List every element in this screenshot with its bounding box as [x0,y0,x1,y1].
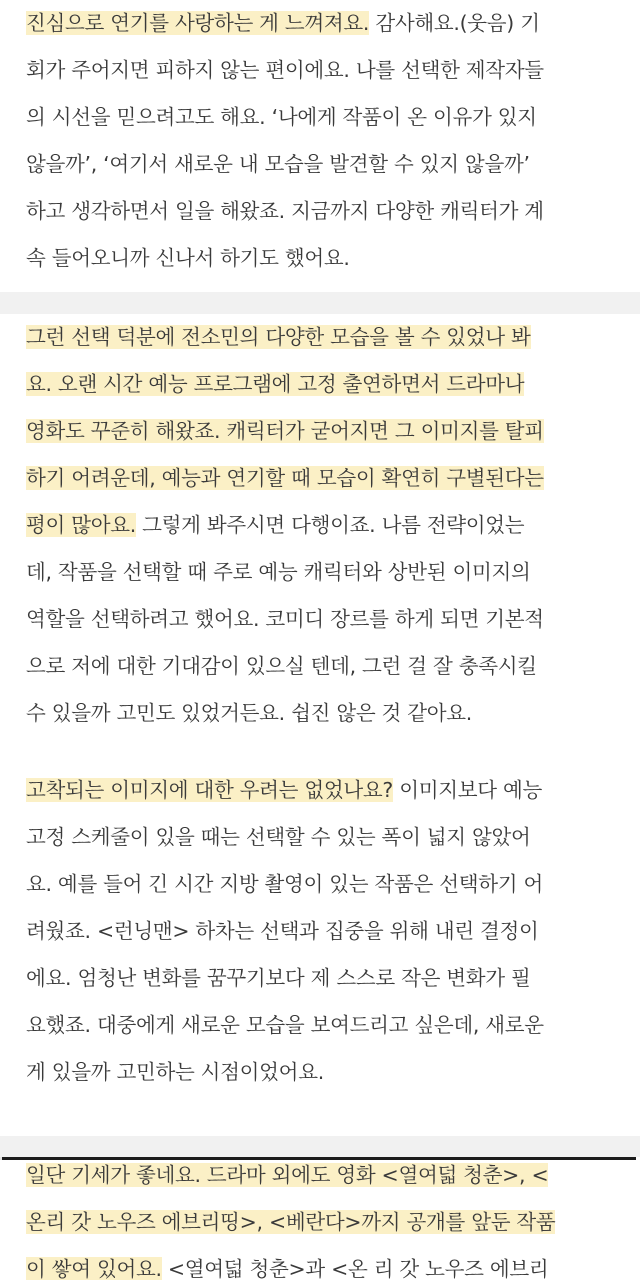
article-block-1 [0,0,640,292]
highlighted-text: 고착되는 이미지에 대한 우려는 없었나요? [26,778,393,802]
highlighted-text: 평이 많아요. [26,513,136,537]
body-text: 으로 저에 대한 기대감이 있으실 텐데, 그런 걸 잘 충족시킬 [26,654,537,678]
text-line [26,955,626,1002]
highlighted-text: 온리 갓 노우즈 에브리띵>, <베란다>까지 공개를 앞둔 작품 [26,1210,556,1234]
body-text: 요. 예를 들어 긴 시간 지방 촬영이 있는 작품은 선택하기 어 [26,872,543,896]
body-text: <열여덟 청춘>과 <온 리 갓 노우즈 에브리 [161,1257,549,1280]
paragraph [26,314,626,737]
text-line [26,47,626,94]
text-line [26,1049,626,1096]
text-line [26,1199,626,1246]
body-text: 회가 주어지면 피하지 않는 편이에요. 나를 선택한 제작자들 [26,58,544,82]
text-line [26,1002,626,1049]
text-line [26,0,626,47]
article-block-2 [0,314,640,1136]
text-line [26,908,626,955]
body-text: 고정 스케줄이 있을 때는 선택할 수 있는 폭이 넓지 않았어 [26,825,531,849]
body-text: 속 들어오니까 신나서 하기도 했어요. [26,246,350,270]
text-line [26,643,626,690]
body-text: 않을까’, ‘여기서 새로운 내 모습을 발견할 수 있지 않을까’ [26,152,530,176]
text-line [26,814,626,861]
text-line [26,502,626,549]
block-separator [0,292,640,314]
highlighted-text: 하기 어려운데, 예능과 연기할 때 모습이 확연히 구별된다는 [26,466,544,490]
body-text: 감사해요.(웃음) 기 [369,11,540,35]
text-line [26,861,626,908]
highlighted-text: 요. 오랜 시간 예능 프로그램에 고정 출연하면서 드라마나 [26,372,525,396]
paragraph [26,1152,626,1280]
text-line [26,1152,626,1199]
article-block-3 [0,1160,640,1280]
text-line [26,314,626,361]
body-text: 그렇게 봐주시면 다행이죠. 나름 전략이었는 [135,513,525,537]
text-line [26,188,626,235]
text-line [26,1246,626,1280]
body-text: 데, 작품을 선택할 때 주로 예능 캐릭터와 상반된 이미지의 [26,560,531,584]
body-text: 이미지보다 예능 [393,778,542,802]
highlighted-text: 일단 기세가 좋네요. 드라마 외에도 영화 <열여덟 청춘>, < [26,1163,549,1187]
text-line [26,361,626,408]
text-line [26,141,626,188]
body-text: 수 있을까 고민도 있었거든요. 쉽진 않은 것 같아요. [26,701,473,725]
text-line [26,767,626,814]
paragraph [26,0,626,282]
body-text: 역할을 선택하려고 했어요. 코미디 장르를 하게 되면 기본적 [26,607,544,631]
highlighted-text: 영화도 꾸준히 해왔죠. 캐릭터가 굳어지면 그 이미지를 탈피 [26,419,544,443]
text-line [26,94,626,141]
text-line [26,455,626,502]
highlighted-text: 진심으로 연기를 사랑하는 게 느껴져요. [26,11,370,35]
text-line [26,549,626,596]
highlighted-text: 이 쌓여 있어요. [26,1257,162,1280]
text-line [26,235,626,282]
body-text: 게 있을까 고민하는 시점이었어요. [26,1060,324,1084]
body-text: 에요. 엄청난 변화를 꿈꾸기보다 제 스스로 작은 변화가 필 [26,966,531,990]
body-text: 요했죠. 대중에게 새로운 모습을 보여드리고 싶은데, 새로운 [26,1013,544,1037]
body-text: 의 시선을 믿으려고도 해요. ‘나에게 작품이 온 이유가 있지 [26,105,537,129]
highlighted-text: 그런 선택 덕분에 전소민의 다양한 모습을 볼 수 있었나 봐 [26,325,531,349]
text-line [26,596,626,643]
text-line [26,408,626,455]
paragraph [26,767,626,1096]
body-text: 하고 생각하면서 일을 해왔죠. 지금까지 다양한 캐릭터가 계 [26,199,544,223]
body-text: 려웠죠. <런닝맨> 하차는 선택과 집중을 위해 내린 결정이 [26,919,539,943]
text-line [26,690,626,737]
